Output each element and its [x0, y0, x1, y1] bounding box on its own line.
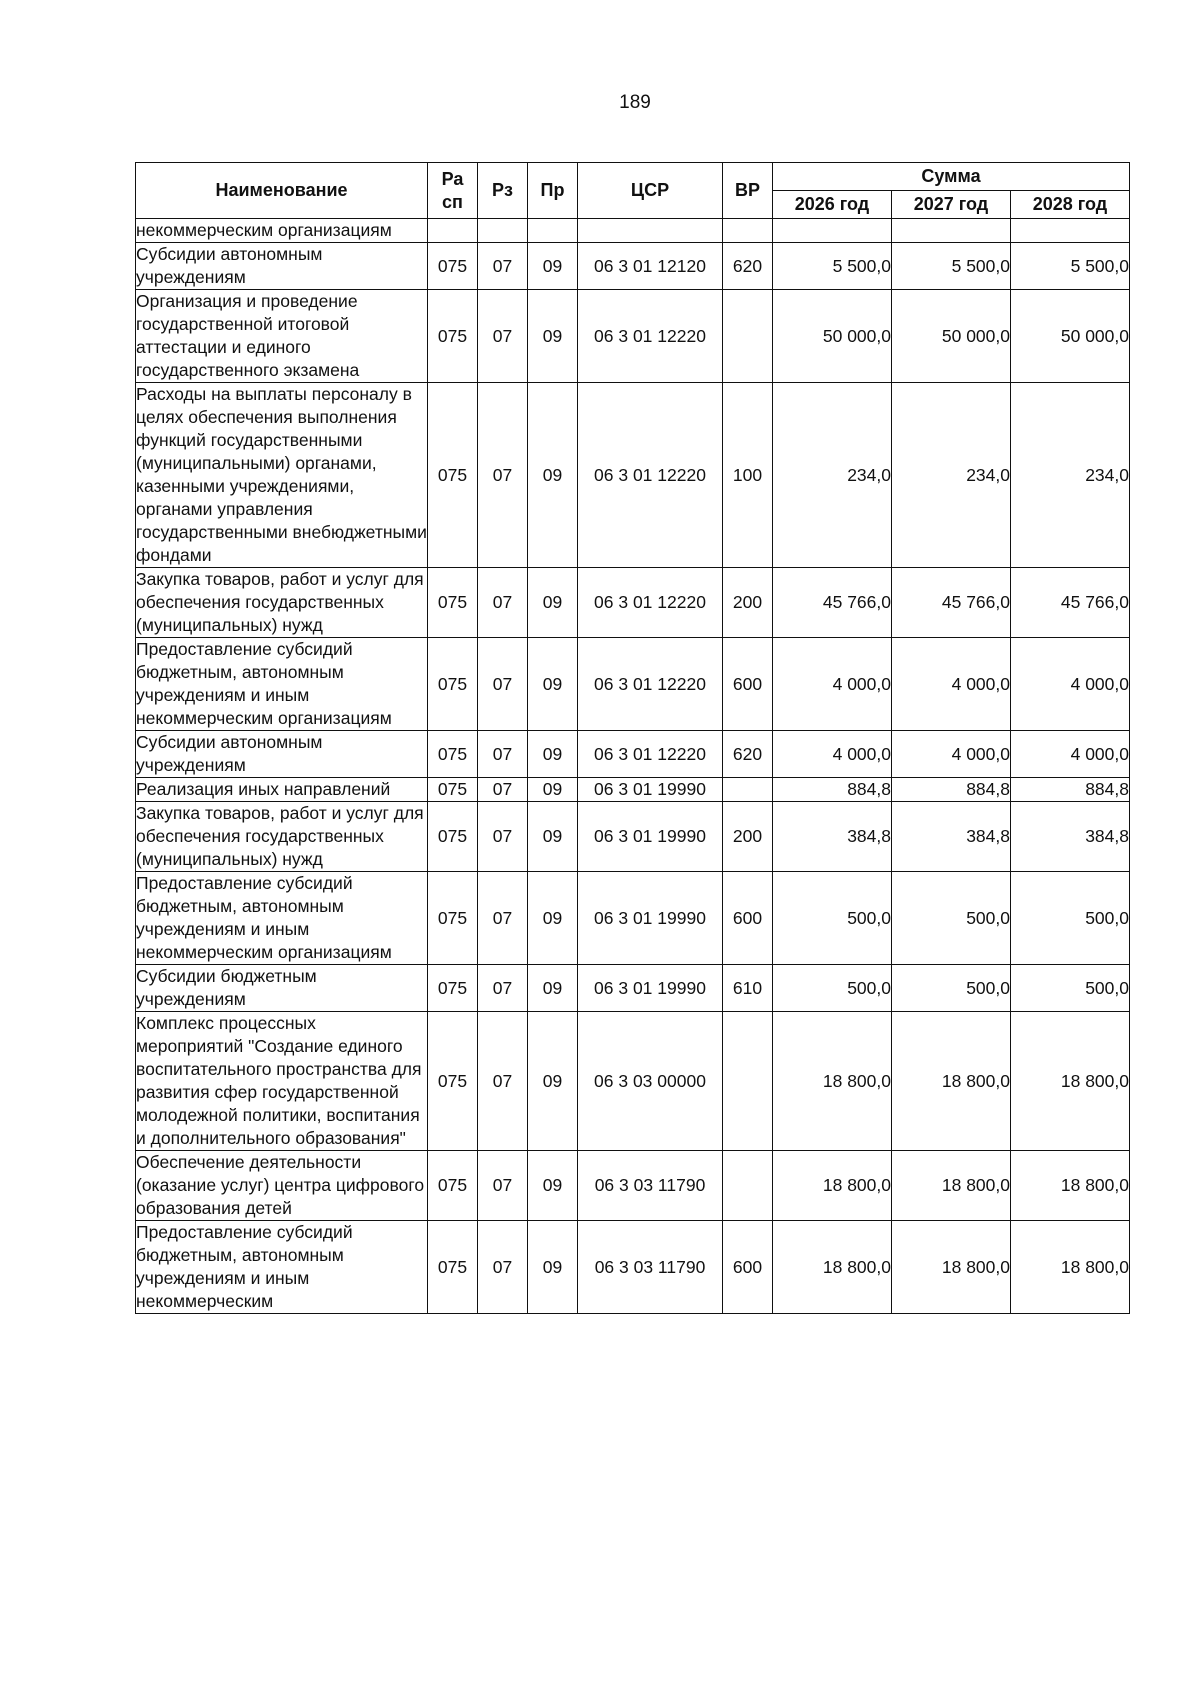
row-rasp: 075: [428, 638, 478, 731]
row-name: Субсидии бюджетным учреждениям: [136, 965, 428, 1012]
row-csr: 06 3 01 12220: [578, 290, 723, 383]
row-sum-2026: 384,8: [773, 802, 892, 872]
row-csr: [578, 219, 723, 243]
row-sum-2027: 4 000,0: [892, 731, 1011, 778]
row-name: Предоставление субсидий бюджетным, автономным учреждениям и иным некоммерческим организациям: [136, 872, 428, 965]
row-pr: 09: [528, 1151, 578, 1221]
row-rz: 07: [478, 872, 528, 965]
row-sum-2028: 5 500,0: [1011, 243, 1130, 290]
row-sum-2027: 50 000,0: [892, 290, 1011, 383]
row-sum-2028: 18 800,0: [1011, 1221, 1130, 1314]
row-sum-2027: 5 500,0: [892, 243, 1011, 290]
row-pr: 09: [528, 802, 578, 872]
row-rz: 07: [478, 965, 528, 1012]
row-pr: 09: [528, 383, 578, 568]
table-row: [136, 290, 1130, 383]
table-row: [136, 872, 1130, 965]
row-sum-2026: 234,0: [773, 383, 892, 568]
row-pr: 09: [528, 243, 578, 290]
row-sum-2028: 18 800,0: [1011, 1151, 1130, 1221]
row-csr: 06 3 01 19990: [578, 802, 723, 872]
row-rasp: 075: [428, 778, 478, 802]
row-rasp: 075: [428, 731, 478, 778]
row-rasp: [428, 219, 478, 243]
row-csr: 06 3 01 12220: [578, 638, 723, 731]
table-row: [136, 243, 1130, 290]
row-rasp: 075: [428, 1151, 478, 1221]
row-vr: [723, 1012, 773, 1151]
row-vr: 600: [723, 1221, 773, 1314]
row-csr: 06 3 03 00000: [578, 1012, 723, 1151]
row-pr: 09: [528, 965, 578, 1012]
row-rz: 07: [478, 383, 528, 568]
row-sum-2028: 500,0: [1011, 872, 1130, 965]
row-sum-2028: 500,0: [1011, 965, 1130, 1012]
row-sum-2026: 884,8: [773, 778, 892, 802]
row-rz: 07: [478, 638, 528, 731]
row-name: Предоставление субсидий бюджетным, автономным учреждениям и иным некоммерческим организациям: [136, 638, 428, 731]
header-rasp: Ра сп: [428, 163, 478, 219]
row-sum-2028: 384,8: [1011, 802, 1130, 872]
table-row: [136, 568, 1130, 638]
row-csr: 06 3 01 12220: [578, 568, 723, 638]
table-row: [136, 638, 1130, 731]
table-header: [136, 163, 1130, 219]
row-vr: [723, 778, 773, 802]
row-vr: [723, 290, 773, 383]
row-name: Предоставление субсидий бюджетным, автономным учреждениям и иным некоммерческим: [136, 1221, 428, 1314]
row-rz: 07: [478, 802, 528, 872]
table-row: [136, 965, 1130, 1012]
row-csr: 06 3 01 12120: [578, 243, 723, 290]
header-name: Наименование: [136, 163, 428, 219]
row-rasp: 075: [428, 383, 478, 568]
row-sum-2027: 384,8: [892, 802, 1011, 872]
row-pr: 09: [528, 1221, 578, 1314]
row-sum-2027: 18 800,0: [892, 1012, 1011, 1151]
row-rz: 07: [478, 1151, 528, 1221]
row-sum-2026: 4 000,0: [773, 731, 892, 778]
table-row: [136, 802, 1130, 872]
row-csr: 06 3 01 12220: [578, 731, 723, 778]
row-vr: [723, 219, 773, 243]
row-name: Обеспечение деятельности (оказание услуг) центра цифрового образования детей: [136, 1151, 428, 1221]
row-vr: 100: [723, 383, 773, 568]
row-sum-2026: 4 000,0: [773, 638, 892, 731]
row-pr: 09: [528, 638, 578, 731]
row-sum-2027: 18 800,0: [892, 1221, 1011, 1314]
header-sum: Сумма: [773, 163, 1130, 191]
row-sum-2027: 4 000,0: [892, 638, 1011, 731]
row-pr: 09: [528, 731, 578, 778]
row-name: Комплекс процессных мероприятий "Создание единого воспитательного пространства для развития сфер государственной молодежной политики, воспитания и дополнительного образования": [136, 1012, 428, 1151]
row-sum-2026: 500,0: [773, 965, 892, 1012]
row-rz: 07: [478, 568, 528, 638]
row-pr: 09: [528, 290, 578, 383]
row-sum-2027: [892, 219, 1011, 243]
row-name: Организация и проведение государственной итоговой аттестации и единого государственного экзамена: [136, 290, 428, 383]
header-csr: ЦСР: [578, 163, 723, 219]
row-sum-2027: 884,8: [892, 778, 1011, 802]
table-row: [136, 219, 1130, 243]
row-rz: [478, 219, 528, 243]
row-vr: 620: [723, 731, 773, 778]
row-name: Субсидии автономным учреждениям: [136, 243, 428, 290]
table-row: [136, 778, 1130, 802]
row-sum-2028: 45 766,0: [1011, 568, 1130, 638]
row-vr: 620: [723, 243, 773, 290]
table-body: [136, 219, 1130, 1314]
row-csr: 06 3 01 12220: [578, 383, 723, 568]
row-sum-2028: 4 000,0: [1011, 731, 1130, 778]
row-name: некоммерческим организациям: [136, 219, 428, 243]
header-year-2028: 2028 год: [1011, 191, 1130, 219]
header-rz: Рз: [478, 163, 528, 219]
row-pr: [528, 219, 578, 243]
row-rasp: 075: [428, 1012, 478, 1151]
row-name: Субсидии автономным учреждениям: [136, 731, 428, 778]
row-csr: 06 3 01 19990: [578, 778, 723, 802]
row-rasp: 075: [428, 290, 478, 383]
row-sum-2027: 45 766,0: [892, 568, 1011, 638]
row-pr: 09: [528, 568, 578, 638]
row-sum-2027: 500,0: [892, 965, 1011, 1012]
row-sum-2026: 18 800,0: [773, 1151, 892, 1221]
row-rasp: 075: [428, 1221, 478, 1314]
row-sum-2027: 18 800,0: [892, 1151, 1011, 1221]
header-year-2026: 2026 год: [773, 191, 892, 219]
row-rasp: 075: [428, 243, 478, 290]
row-csr: 06 3 03 11790: [578, 1151, 723, 1221]
table-row: [136, 1221, 1130, 1314]
row-pr: 09: [528, 1012, 578, 1151]
row-sum-2026: 5 500,0: [773, 243, 892, 290]
row-name: Реализация иных направлений: [136, 778, 428, 802]
row-sum-2026: 50 000,0: [773, 290, 892, 383]
row-rasp: 075: [428, 965, 478, 1012]
row-vr: 200: [723, 568, 773, 638]
row-sum-2026: [773, 219, 892, 243]
row-sum-2028: 884,8: [1011, 778, 1130, 802]
row-sum-2026: 18 800,0: [773, 1012, 892, 1151]
row-sum-2027: 500,0: [892, 872, 1011, 965]
row-name: Расходы на выплаты персоналу в целях обеспечения выполнения функций государственными (муниципальными) органами, казенными учреждениями, органами управления государственными внебюджетными фондами: [136, 383, 428, 568]
header-vr: ВР: [723, 163, 773, 219]
row-sum-2027: 234,0: [892, 383, 1011, 568]
row-rasp: 075: [428, 802, 478, 872]
row-sum-2028: 50 000,0: [1011, 290, 1130, 383]
row-vr: 200: [723, 802, 773, 872]
row-sum-2026: 18 800,0: [773, 1221, 892, 1314]
row-pr: 09: [528, 872, 578, 965]
row-rz: 07: [478, 290, 528, 383]
header-year-2027: 2027 год: [892, 191, 1011, 219]
row-sum-2028: 18 800,0: [1011, 1012, 1130, 1151]
row-sum-2028: 4 000,0: [1011, 638, 1130, 731]
row-name: Закупка товаров, работ и услуг для обеспечения государственных (муниципальных) нужд: [136, 802, 428, 872]
row-sum-2026: 45 766,0: [773, 568, 892, 638]
row-rz: 07: [478, 1221, 528, 1314]
row-vr: 600: [723, 872, 773, 965]
row-sum-2028: [1011, 219, 1130, 243]
row-vr: 600: [723, 638, 773, 731]
row-vr: [723, 1151, 773, 1221]
table-row: [136, 383, 1130, 568]
row-pr: 09: [528, 778, 578, 802]
table-row: [136, 1012, 1130, 1151]
row-csr: 06 3 01 19990: [578, 872, 723, 965]
row-rasp: 075: [428, 872, 478, 965]
budget-table: [135, 162, 1130, 1314]
table-row: [136, 731, 1130, 778]
row-csr: 06 3 03 11790: [578, 1221, 723, 1314]
row-rz: 07: [478, 243, 528, 290]
page-number: 189: [619, 92, 651, 113]
row-sum-2026: 500,0: [773, 872, 892, 965]
row-rz: 07: [478, 1012, 528, 1151]
row-vr: 610: [723, 965, 773, 1012]
row-rz: 07: [478, 778, 528, 802]
row-rasp: 075: [428, 568, 478, 638]
row-name: Закупка товаров, работ и услуг для обеспечения государственных (муниципальных) нужд: [136, 568, 428, 638]
table-row: [136, 1151, 1130, 1221]
row-csr: 06 3 01 19990: [578, 965, 723, 1012]
row-sum-2028: 234,0: [1011, 383, 1130, 568]
row-rz: 07: [478, 731, 528, 778]
header-pr: Пр: [528, 163, 578, 219]
